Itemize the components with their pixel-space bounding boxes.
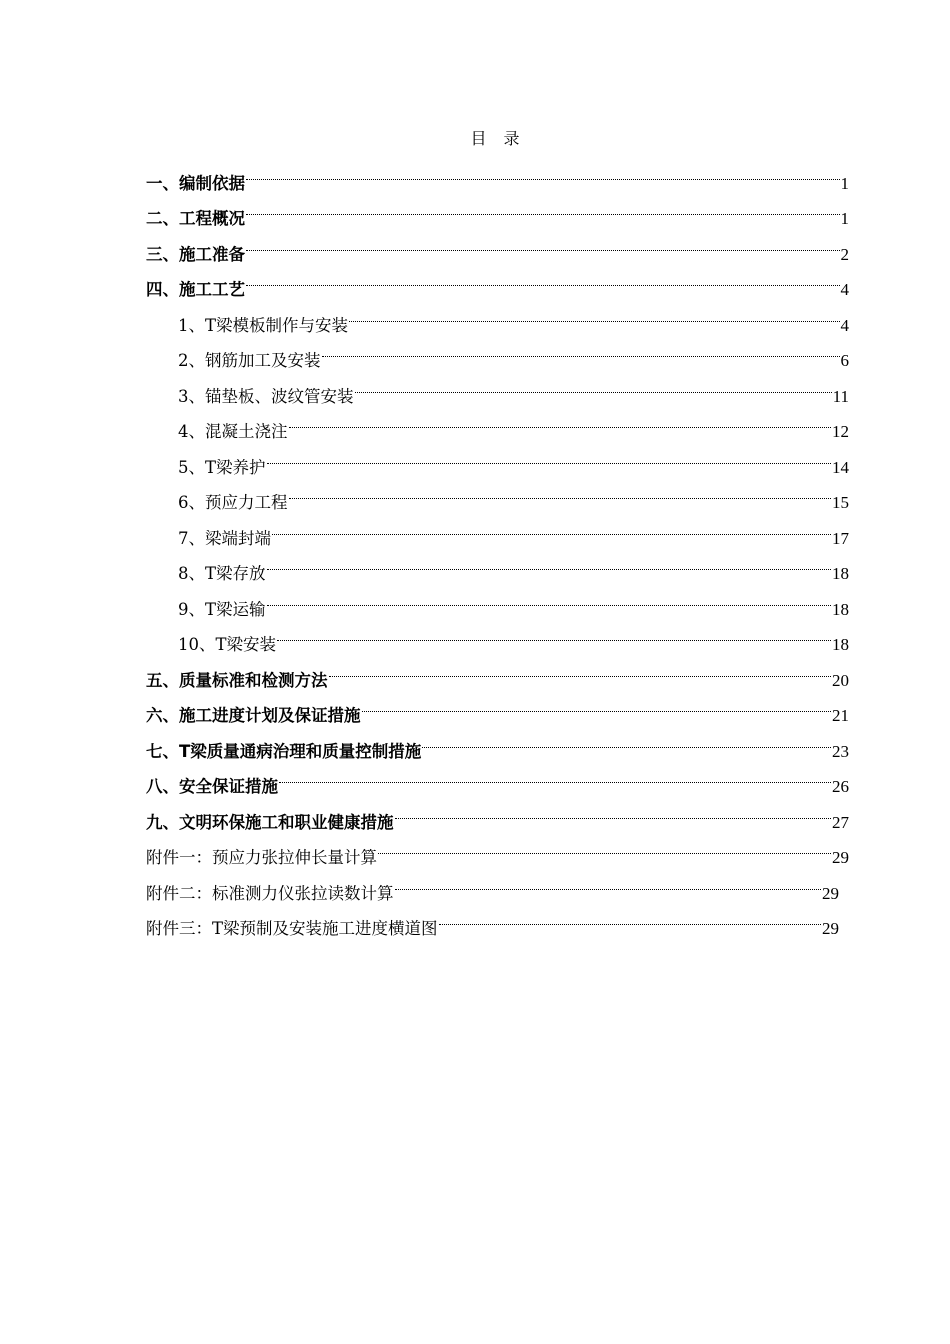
toc-dot-leader: [378, 828, 831, 864]
toc-entry[interactable]: [146, 153, 849, 193]
toc-dot-leader: [355, 366, 832, 402]
toc-entry-label: 1、T梁模板制作与安装: [178, 315, 349, 335]
toc-dot-leader: [267, 437, 831, 473]
toc-dot-leader: [246, 189, 840, 225]
toc-entry-label: 三、施工准备: [146, 244, 245, 264]
toc-entry-page: 12: [832, 422, 849, 441]
toc-entry-page: 21: [832, 706, 849, 725]
toc-entry-label: 九、文明环保施工和职业健康措施: [146, 812, 394, 832]
toc-entry-label: 10、T梁安装: [178, 635, 277, 654]
toc-entry-page: 26: [832, 777, 849, 796]
toc-entry-label: 附件三：T梁预制及安装施工进度横道图: [146, 919, 438, 938]
toc-dot-leader: [322, 331, 840, 367]
toc-title: 目 录: [470, 129, 526, 148]
toc-entry-label: 一、编制依据: [146, 173, 245, 193]
toc-entry-page: 1: [840, 209, 849, 228]
toc-entry-label: 6、预应力工程: [178, 493, 288, 512]
toc-entry-label: 4、混凝土浇注: [178, 422, 288, 441]
toc-dot-leader: [246, 260, 840, 296]
toc-dot-leader: [439, 899, 821, 935]
toc-entry-label: 四、施工工艺: [146, 280, 245, 299]
toc-entry-page: 15: [832, 493, 849, 512]
toc-entry-label: 附件二：标准测力仪张拉读数计算: [146, 883, 394, 903]
toc-dot-leader: [277, 615, 831, 651]
toc-entry-label: 五、质量标准和检测方法: [146, 670, 328, 690]
toc-entry-label: 七、T梁质量通病治理和质量控制措施: [146, 741, 422, 761]
toc-dot-leader: [246, 224, 840, 260]
toc-entry-label: 8、T梁存放: [178, 564, 266, 583]
toc-dot-leader: [395, 792, 832, 828]
toc-entry-label: 二、工程概况: [146, 209, 245, 228]
toc-entry-page: 6: [840, 351, 849, 370]
toc-entry-page: 18: [832, 599, 849, 619]
toc-entry[interactable]: [146, 295, 849, 335]
toc-entry-label: 六、施工进度计划及保证措施: [146, 706, 361, 725]
toc-dot-leader: [272, 508, 831, 544]
toc-dot-leader: [329, 650, 832, 686]
toc-dot-leader: [395, 863, 822, 899]
toc-dot-leader: [289, 473, 832, 509]
toc-entry-page: 18: [832, 635, 849, 654]
toc-dot-leader: [279, 757, 831, 793]
toc-dot-leader: [349, 295, 839, 331]
toc-entry-page: 18: [832, 564, 849, 583]
toc-entry-label: 附件一：预应力张拉伸长量计算: [146, 848, 377, 867]
toc-entry[interactable]: [146, 189, 849, 228]
toc-entry-page: 4: [840, 315, 849, 335]
toc-entry-page: 17: [832, 528, 849, 548]
toc-entry-label: 2、钢筋加工及安装: [178, 351, 321, 370]
toc-list: [146, 153, 849, 938]
toc-entry-page: 29: [822, 883, 839, 903]
toc-entry-page: 29: [822, 919, 839, 938]
toc-entry-label: 3、锚垫板、波纹管安装: [178, 386, 354, 406]
toc-dot-leader: [422, 721, 831, 757]
toc-entry-page: 1: [840, 173, 849, 193]
toc-entry-page: 27: [832, 812, 849, 832]
toc-entry-page: 2: [840, 244, 849, 264]
toc-entry-page: 23: [832, 741, 849, 761]
toc-entry[interactable]: [146, 260, 849, 299]
toc-dot-leader: [362, 686, 832, 722]
toc-dot-leader: [289, 402, 832, 438]
toc-entry-label: 八、安全保证措施: [146, 777, 278, 796]
toc-entry-label: 5、T梁养护: [178, 457, 266, 477]
toc-entry-label: 7、梁端封端: [178, 528, 271, 548]
toc-entry-label: 9、T梁运输: [178, 599, 266, 619]
toc-entry-page: 11: [832, 386, 849, 406]
toc-entry-page: 14: [832, 457, 849, 477]
toc-dot-leader: [267, 544, 831, 580]
toc-entry-page: 29: [832, 848, 849, 867]
toc-entry-page: 4: [840, 280, 849, 299]
toc-dot-leader: [267, 579, 831, 615]
toc-entry[interactable]: [146, 224, 849, 264]
toc-dot-leader: [246, 153, 840, 189]
toc-entry-page: 20: [832, 670, 849, 690]
